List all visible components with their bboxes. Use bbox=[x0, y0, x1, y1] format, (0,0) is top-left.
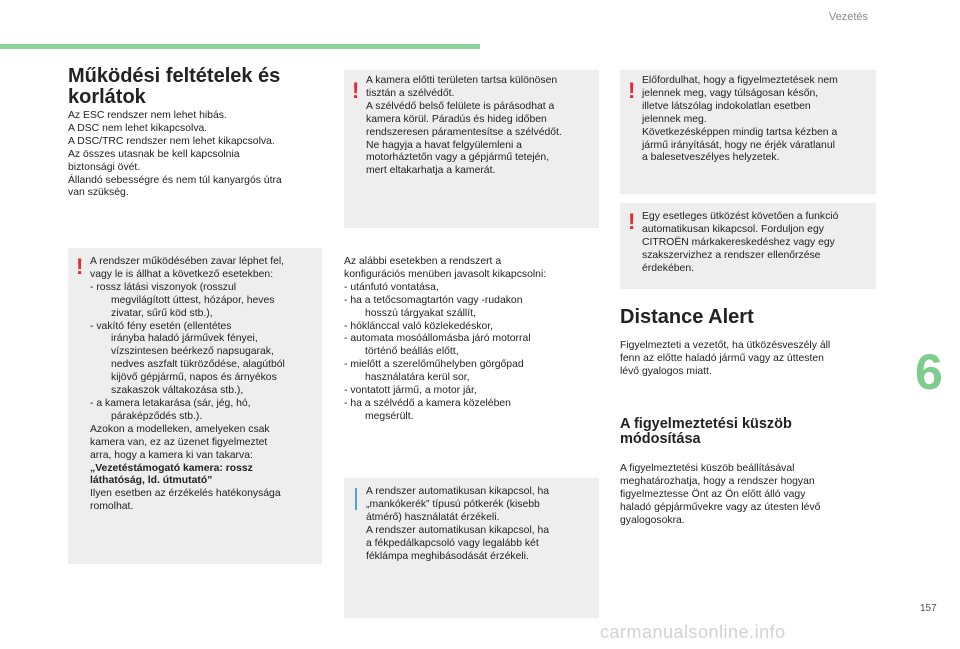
conditions-paragraph: Az ESC rendszer nem lehet hibás. A DSC nem lehet kikapcsolva. A DSC/TRC rendszer nem lehet kikapcsolva. Az összes utasnak be kell kapcsolnia biztonsági övét. Állandó sebességre és nem túl kanyargós útra van szükség. bbox=[68, 110, 282, 199]
warning-box-alerts bbox=[620, 70, 876, 194]
page-number: 157 bbox=[920, 603, 937, 614]
warning-box-collision bbox=[620, 203, 876, 289]
exclamation-icon: ! bbox=[628, 78, 636, 103]
warning-text: Egy esetleges ütközést követően a funkció automatikusan kikapcsol. Forduljon egy CITROËN márkakereskedéshez vagy egy szakszervizhez a rendszer ellenőrzése érdekében. bbox=[642, 211, 839, 274]
warning-box-limitations bbox=[68, 248, 322, 564]
deactivation-paragraph: Az alábbi esetekben a rendszert a konfigurációs menüben javasolt kikapcsolni: - utánfutó vontatása, - ha a tetőcsomagtartón vagy -rudakon hosszú tárgyakat szállít, - hóklánccal való közlekedéskor, - automata mosóállomásba járó motorral történő beállás előtt, - mielőtt a szerelőműhelyben görgőpad használatára kerül sor, - vontatott jármű, a motor jár, - ha a szélvédő a kamera közelében megsérült. bbox=[344, 256, 547, 422]
warning-text: Előfordulhat, hogy a figyelmeztetések nem jelennek meg, vagy túlságosan későn, illetve látszólag indokolatlan esetben jelennek meg. Következésképpen mindig tartsa kézben a jármű irányítását, hogy ne érjék váratlanul a balesetveszélyes helyzetek. bbox=[642, 75, 838, 164]
page-title: Működési feltételek és korlátok bbox=[68, 65, 281, 108]
watermark: carmanualsonline.info bbox=[600, 622, 786, 642]
threshold-heading: A figyelmeztetési küszöb módosítása bbox=[620, 416, 792, 447]
chapter-number: 6 bbox=[915, 344, 943, 400]
section-title: Vezetés bbox=[828, 11, 868, 23]
header-accent-bar bbox=[0, 44, 480, 49]
info-box-auto-off bbox=[344, 478, 599, 618]
exclamation-icon: ! bbox=[352, 78, 360, 103]
exclamation-icon: ! bbox=[76, 254, 84, 279]
warning-text: A kamera előtti területen tartsa különösen tisztán a szélvédőt. A szélvédő belső felülete is párásodhat a kamera körül. Páradús és hideg időben rendszeresen páramentesítse a szélvédőt. Ne hagyja a havat felgyülemleni a motorháztetőn vagy a gépjármű tetején, mert eltakarhatja a kamerát. bbox=[366, 75, 562, 177]
distance-alert-text: Figyelmezteti a vezetőt, ha ütközésveszély áll fenn az előtte haladó jármű vagy az úttesten lévő gyalogos miatt. bbox=[620, 340, 831, 377]
info-bar-icon bbox=[355, 488, 357, 510]
warning-box-camera bbox=[344, 70, 599, 228]
threshold-text: A figyelmeztetési küszöb beállításával meghatározhatja, hogy a rendszer hogyan figyelmeztesse Önt az Ön előtt álló vagy haladó gépjárművekre vagy az útesten lévő gyalogosokra. bbox=[620, 463, 821, 526]
warning-text: A rendszer működésében zavar léphet fel, vagy le is állhat a következő esetekben: - rossz látási viszonyok (rosszul megvilágított úttest, hózápor, heves zivatar, sűrű köd stb.), - vakító fény esetén (ellentétes irányba haladó járművek fényei, vízszintesen beérkező napsugarak, nedves aszfalt tükröződése, alagútból kijövő gépjármű, napos és árnyékos szakaszok váltakozása stb.), - a kamera letakarása (sár, jég, hó, páraképződés stb.). Azokon a modelleken, amelyeken csak kamera van, ez az üzenet figyelmeztet arra, hogy a kamera ki van takarva: „Vezetéstámogató kamera: rossz láthatóság, ld. útmutató” Ilyen esetben az érzékelés hatékonysága romolhat. bbox=[90, 256, 285, 513]
info-text: A rendszer automatikusan kikapcsol, ha „mankókerék” típusú pótkerék (kisebb átmérő) használatát érzékeli. A rendszer automatikusan kikapcsol, ha a fékpedálkapcsoló vagy legalább két féklámpa meghibásodását érzékeli. bbox=[366, 486, 550, 562]
distance-alert-heading: Distance Alert bbox=[620, 306, 754, 328]
exclamation-icon: ! bbox=[628, 209, 636, 234]
